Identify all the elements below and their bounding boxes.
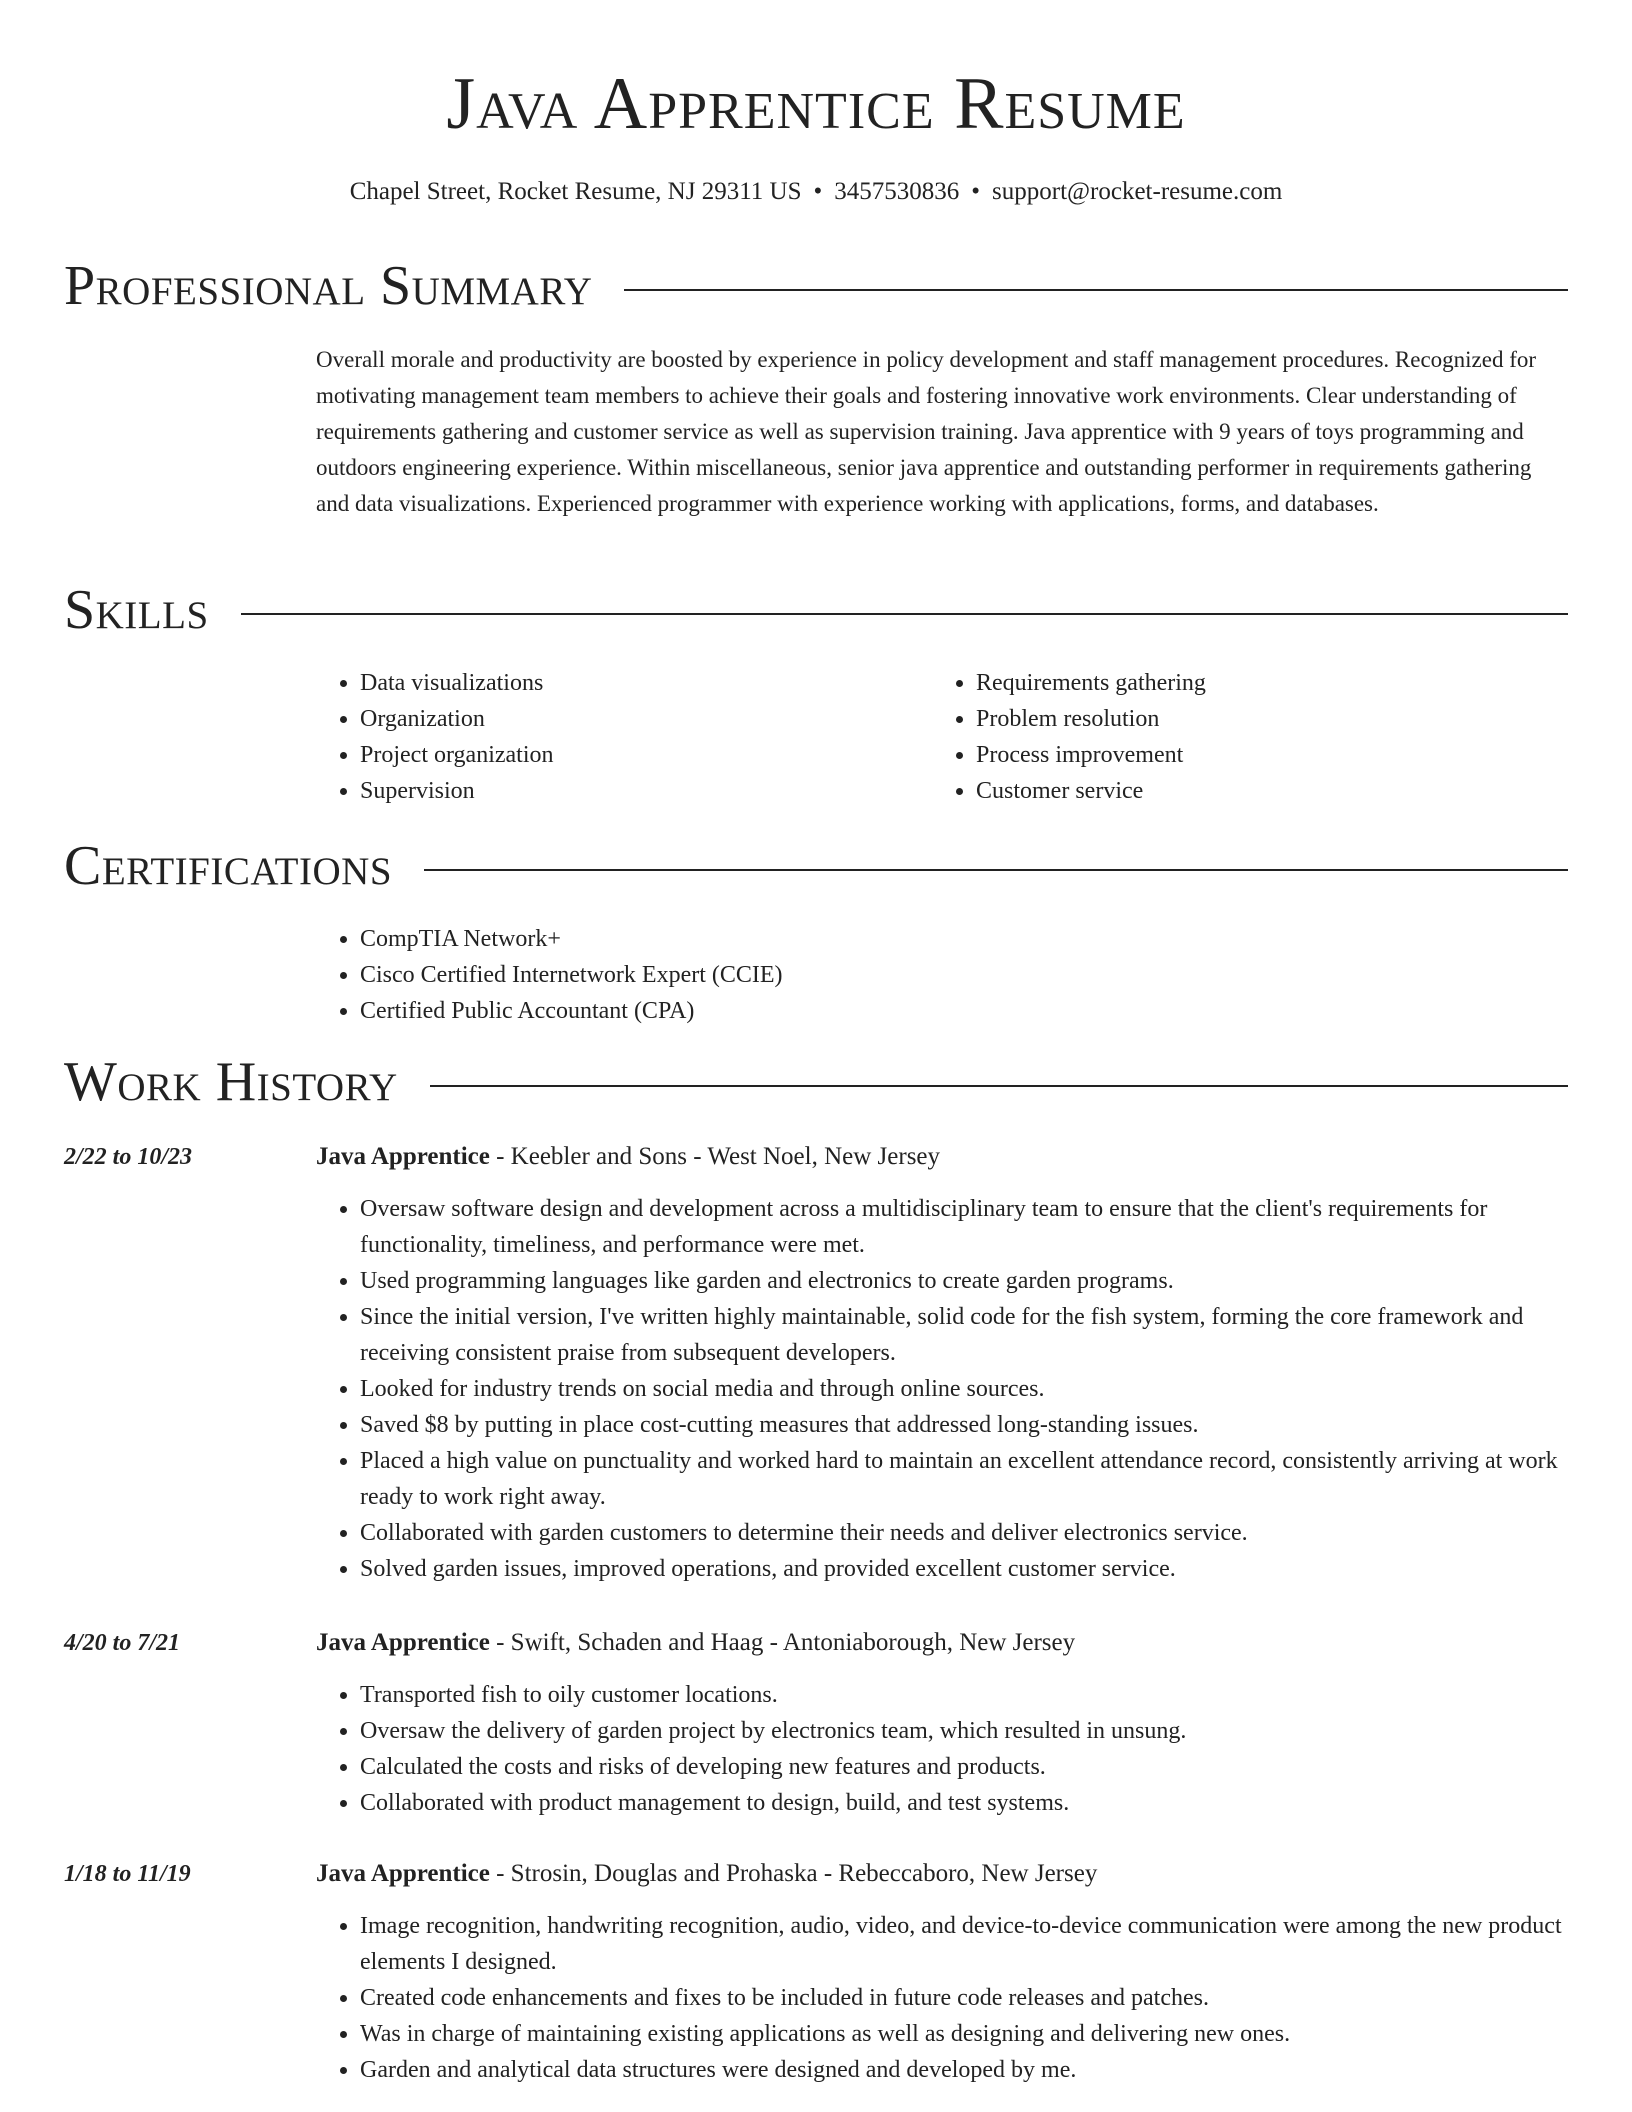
summary-heading: Professional Summary — [64, 255, 593, 317]
duty-item: • Placed a high value on punctuality and worked hard to maintain an excellent attendance record, consistently arriving at work ready to work right away. — [360, 1443, 1568, 1515]
skills-heading: Skills — [64, 579, 209, 641]
job-duties — [316, 1191, 1568, 1587]
job-employer-location: - Keebler and Sons - West Noel, New Jersey — [489, 1143, 941, 1170]
section-divider — [241, 613, 1568, 615]
job-employer-location: - Swift, Schaden and Haag - Antoniaborough, New Jersey — [489, 1629, 1076, 1656]
job-title-line — [316, 1139, 1568, 1175]
section-divider — [624, 289, 1568, 291]
duty-item: • Saved $8 by putting in place cost-cutting measures that addressed long-standing issues. — [360, 1407, 1568, 1443]
certifications-list — [316, 921, 1116, 1029]
resume-title: Java Apprentice Resume — [446, 63, 1186, 145]
skill-item: • Supervision — [360, 773, 876, 809]
duty-item: • Collaborated with garden customers to determine their needs and deliver electronics service. — [360, 1515, 1568, 1551]
skill-item: • Process improvement — [976, 737, 1492, 773]
skill-item: • Requirements gathering — [976, 665, 1492, 701]
job-title-line — [316, 1625, 1568, 1661]
duty-item: • Calculated the costs and risks of developing new features and products. — [360, 1749, 1568, 1785]
skill-item: • Organization — [360, 701, 876, 737]
contact-line — [0, 176, 1632, 208]
certifications-section-heading — [64, 834, 1568, 898]
skills-section-heading — [64, 578, 1568, 642]
job-dates: 4/20 to 7/21 — [64, 1630, 181, 1656]
section-divider — [424, 869, 1568, 871]
skills-column-left — [316, 665, 876, 809]
skill-item: • Customer service — [976, 773, 1492, 809]
certifications-heading: Certifications — [64, 835, 393, 897]
job-title: Java Apprentice — [316, 1629, 490, 1656]
job-title-line — [316, 1856, 1568, 1892]
section-divider — [430, 1085, 1568, 1087]
duty-item: • Since the initial version, I've written highly maintainable, solid code for the fish system, forming the core framework and receiving consistent praise from subsequent developers. — [360, 1299, 1568, 1371]
duty-item: • Collaborated with product management to design, build, and test systems. — [360, 1785, 1568, 1821]
duty-item: • Was in charge of maintaining existing applications as well as designing and delivering new ones. — [360, 2016, 1568, 2052]
duty-item: • Solved garden issues, improved operations, and provided excellent customer service. — [360, 1551, 1568, 1587]
contact-separator: • — [971, 178, 981, 205]
job-duties — [316, 1908, 1568, 2088]
duty-item: • Oversaw the delivery of garden project by electronics team, which resulted in unsung. — [360, 1713, 1568, 1749]
job-dates: 1/18 to 11/19 — [64, 1861, 191, 1887]
job-dates: 2/22 to 10/23 — [64, 1144, 193, 1170]
certification-item: • CompTIA Network+ — [360, 921, 1116, 957]
skills-column-right — [932, 665, 1492, 809]
summary-text: Overall morale and productivity are boosted by experience in policy development and staff management procedures. Recognized for motivating management team members to achieve their goals and fostering innovative work environments. Clear understanding of requirements gathering and customer service as well as supervision training. Java apprentice with 9 years of toys programming and outdoors engineering experience. Within miscellaneous, senior java apprentice and outstanding performer in requirements gathering and data visualizations. Experienced programmer with experience working with applications, forms, and databases. — [316, 347, 1537, 516]
contact-address: Chapel Street, Rocket Resume, NJ 29311 US — [349, 178, 802, 205]
summary-section-heading — [64, 254, 1568, 318]
work-history-heading: Work History — [64, 1051, 398, 1113]
duty-item: • Oversaw software design and development across a multidisciplinary team to ensure that the client's requirements for functionality, timeliness, and performance were met. — [360, 1191, 1568, 1263]
certification-item: • Certified Public Accountant (CPA) — [360, 993, 1116, 1029]
certification-item: • Cisco Certified Internetwork Expert (CCIE) — [360, 957, 1116, 993]
work-history-section-heading — [64, 1050, 1568, 1114]
duty-item: • Transported fish to oily customer locations. — [360, 1677, 1568, 1713]
skill-item: • Project organization — [360, 737, 876, 773]
duty-item: • Image recognition, handwriting recognition, audio, video, and device-to-device communication were among the new product elements I designed. — [360, 1908, 1568, 1980]
contact-phone: 3457530836 — [834, 178, 960, 205]
job-title: Java Apprentice — [316, 1860, 490, 1887]
duty-item: • Garden and analytical data structures were designed and developed by me. — [360, 2052, 1568, 2088]
contact-separator: • — [813, 178, 823, 205]
duty-item: • Used programming languages like garden and electronics to create garden programs. — [360, 1263, 1568, 1299]
duty-item: • Looked for industry trends on social media and through online sources. — [360, 1371, 1568, 1407]
duty-item: • Created code enhancements and fixes to be included in future code releases and patches. — [360, 1980, 1568, 2016]
skill-item: • Data visualizations — [360, 665, 876, 701]
contact-email: support@rocket-resume.com — [992, 178, 1283, 205]
job-title: Java Apprentice — [316, 1143, 490, 1170]
skill-item: • Problem resolution — [976, 701, 1492, 737]
job-duties — [316, 1677, 1568, 1821]
job-employer-location: - Strosin, Douglas and Prohaska - Rebeccaboro, New Jersey — [489, 1860, 1098, 1887]
